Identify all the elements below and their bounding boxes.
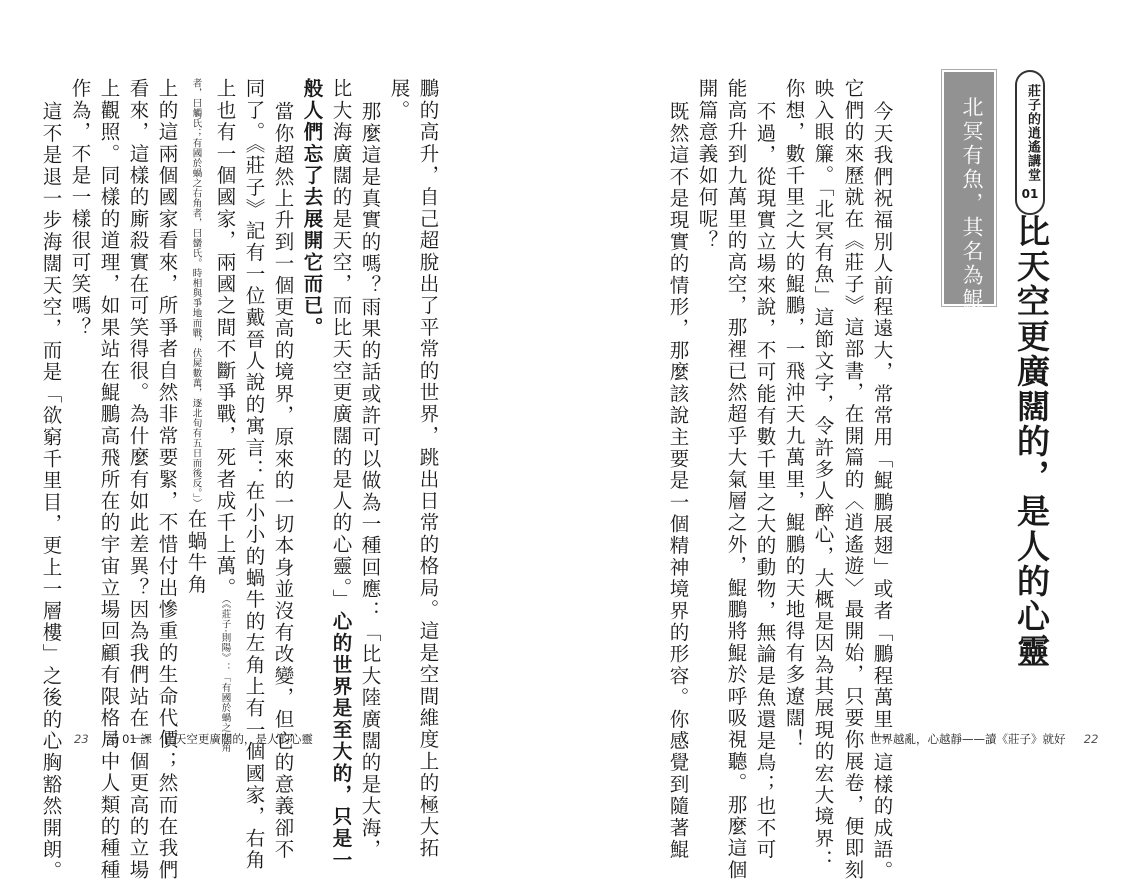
right-footer-text: 世界越亂，心越靜——讀《莊子》就好: [870, 732, 1066, 746]
body-line: 鵬的高升，自己超脫出了平常的世界，跳出日常的格局。這是空間維度上的極大拓: [416, 78, 440, 860]
body-line: [186, 78, 206, 595]
body-line: 般人們忘了去展開它而已。: [300, 78, 324, 339]
body-line: 展。: [387, 78, 411, 122]
left-footer-text: 第 01 課 比天空更廣闊的，是人的心靈: [106, 732, 313, 746]
body-line: 它們的來歷就在《莊子》這部書，在開篇的〈逍遙遊〉最開始，只要你展卷，便即刻: [841, 78, 865, 881]
body-line: 映入眼簾。「北冥有魚」這節文字，令許多人醉心，大概是因為其展現的宏大境界：: [811, 78, 835, 872]
body-text: 上也有一個國家，兩國之間不斷爭戰，死者成千上萬。: [213, 78, 237, 599]
body-line: 今天我們祝福別人前程遠大，常常用「鯤鵬展翅」或者「鵬程萬里」這樣的成語。: [870, 101, 894, 882]
body-line: 看來，這樣的廝殺實在可笑得很。為什麼有如此差異？因為我們站在一個更高的立場: [126, 78, 150, 881]
series-tag: [1015, 70, 1045, 215]
citation-note: 者，曰觸氏；有國於蝸之右角者，曰蠻氏。時相與爭地而戰，伏屍數萬，逐北旬有五日而後反。」）: [190, 78, 202, 509]
body-line: [331, 78, 351, 871]
series-number: 01: [1021, 187, 1039, 201]
chapter-title: 比天空更廣闊的，是人的心靈: [1012, 214, 1051, 669]
series-name: 莊子的逍遙講堂: [1025, 84, 1040, 182]
body-line: 不過，從現實立場來說，不可能有數千里之大的動物，無論是魚還是鳥；也不可: [753, 101, 777, 861]
body-text: 在蝸牛角: [184, 508, 208, 596]
body-line: 當你超然上升到一個更高的境界，原來的一切本身並沒有改變，但它的意義卻不: [271, 101, 295, 861]
body-line: 這不是退一步海闊天空，而是「欲窮千里目，更上一層樓」之後的心胸豁然開朗。: [39, 101, 63, 882]
quote-box: [944, 72, 994, 336]
right-page-number: 22: [1083, 732, 1099, 746]
body-text: 比大海廣闊的是天空，而比天空更廣闊的是人的心靈。」: [329, 78, 353, 611]
left-footer: [74, 731, 313, 747]
quote-text: 北冥有魚，其名為鯤。: [960, 96, 984, 336]
emphasis-text: 心的世界是至大的，只是一: [329, 610, 353, 872]
citation-note: （《莊子‧則陽》：「有國於蝸之左角: [219, 598, 231, 753]
body-line: 同了。《莊子》記有一位戴晉人說的寓言：在小小的蝸牛的左角上有一個國家，右角: [242, 78, 266, 872]
body-line: 你想，數千里之大的鯤鵬，一飛沖天九萬里，鯤鵬的天地得有多遼闊！: [782, 78, 806, 751]
right-footer: [870, 731, 1098, 747]
body-line: [215, 78, 235, 753]
body-line: 能高升到九萬里的高空，那裡已然超乎大氣層之外，鯤鵬將鯤於呼吸視聽。那麼這個: [724, 78, 748, 881]
body-line: 開篇意義如何呢？: [695, 78, 719, 252]
body-line: 那麼這是真實的嗎？雨果的話或許可以做為一種回應：「比大陸廣闊的是大海，: [358, 101, 382, 861]
body-line: 上觀照。同樣的道理，如果站在鯤鵬高飛所在的宇宙立場回顧有限格局中人類的種種: [97, 78, 121, 881]
body-line: 作為，不是一樣很可笑嗎？: [68, 78, 92, 339]
body-line: 既然這不是現實的情形，那麼該說主要是一個精神境界的形容。你感覺到隨著鯤: [666, 101, 690, 861]
body-line: 上的這兩個國家看來，所爭者自然非常要緊，不惜付出慘重的生命代價；然而在我們: [155, 78, 179, 881]
left-page-number: 23: [74, 732, 89, 746]
